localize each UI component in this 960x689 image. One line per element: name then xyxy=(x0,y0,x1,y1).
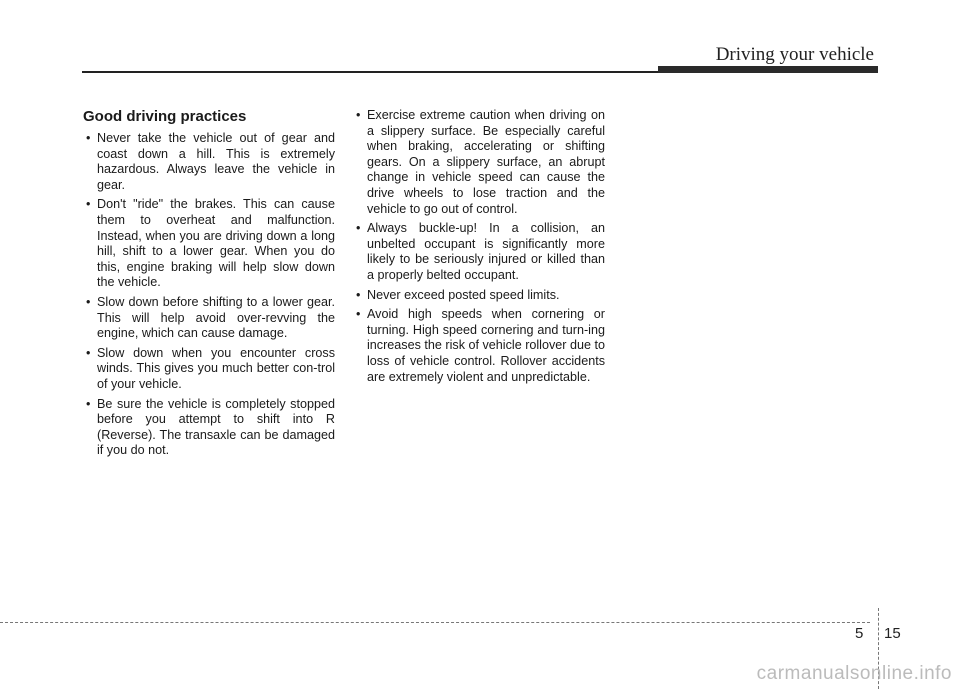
bullet-item: • Slow down when you encounter cross winds. This gives you much better con-trol of your vehicle. xyxy=(83,346,335,393)
right-column xyxy=(353,108,605,389)
chapter-number: 5 xyxy=(855,625,864,642)
left-bullet-list xyxy=(83,131,335,459)
header-rule-thick xyxy=(658,66,878,73)
bullet-item: • Be sure the vehicle is completely stopped before you attempt to shift into R (Reverse). The transaxle can be damaged if you do not. xyxy=(83,397,335,459)
right-bullet-list xyxy=(353,108,605,385)
bullet-item: • Always buckle-up! In a collision, an unbelted occupant is significantly more likely to be seriously injured or killed than a properly belted occupant. xyxy=(353,221,605,283)
bullet-item: • Don't "ride" the brakes. This can cause them to overheat and malfunction. Instead, when you are driving down a long hill, shift to a lower gear. When you do this, engine braking will help slow down the vehicle. xyxy=(83,197,335,291)
section-heading: Good driving practices xyxy=(83,108,247,125)
left-column xyxy=(83,108,335,463)
bullet-item: • Slow down before shifting to a lower gear. This will help avoid over-revving the engine, which can cause damage. xyxy=(83,295,335,342)
watermark-text: carmanualsonline.info xyxy=(756,663,952,684)
header-rule-thin xyxy=(82,71,658,73)
footer-divider xyxy=(0,622,870,623)
section-header-title: Driving your vehicle xyxy=(715,44,874,65)
bullet-item: • Never take the vehicle out of gear and coast down a hill. This is extremely hazardous. Always leave the vehicle in gear. xyxy=(83,131,335,193)
bullet-item: • Exercise extreme caution when driving on a slippery surface. Be especially careful when braking, accelerating or shifting gears. On a slippery surface, an abrupt change in vehicle speed can cause the drive wheels to lose traction and the vehicle to go out of control. xyxy=(353,108,605,217)
bullet-item: • Avoid high speeds when cornering or turning. High speed cornering and turn-ing increases the risk of vehicle rollover due to loss of vehicle control. Rollover accidents are extremely violent and unpredictable. xyxy=(353,307,605,385)
page-number: 15 xyxy=(884,625,901,642)
bullet-item: • Never exceed posted speed limits. xyxy=(353,288,605,304)
